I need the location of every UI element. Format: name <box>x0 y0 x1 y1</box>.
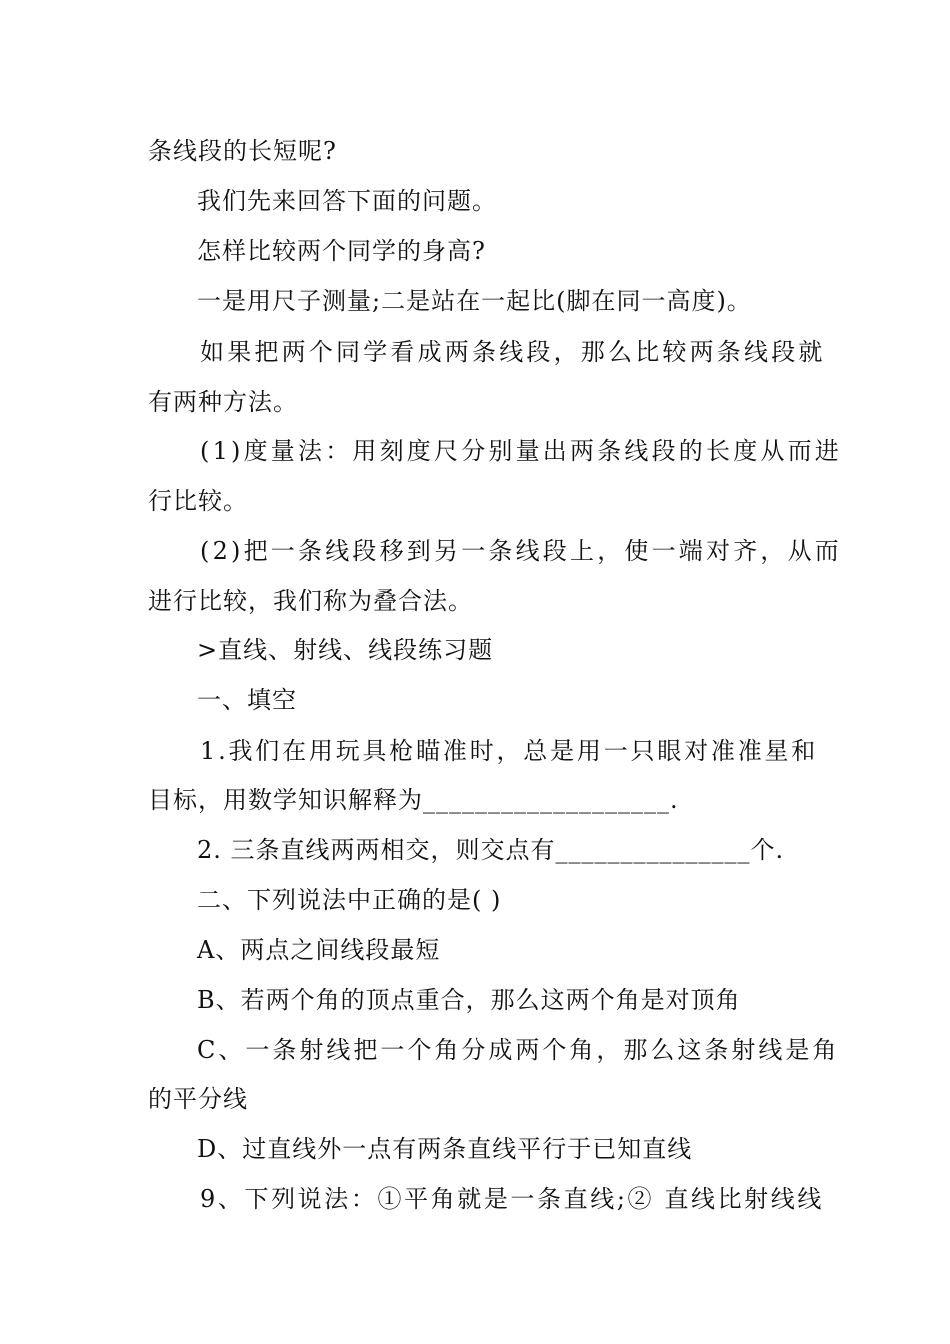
text-line: 条线段的长短呢? <box>148 137 337 165</box>
text-line: 行比较。 <box>148 487 248 515</box>
question-text: 2. 三条直线两两相交，则交点有_______________个. <box>197 836 785 864</box>
text-line: (2)把一条线段移到另一条线段上，使一端对齐，从而 <box>200 537 842 565</box>
text-line: (1)度量法：用刻度尺分别量出两条线段的长度从而进 <box>200 437 842 465</box>
text-line: 有两种方法。 <box>148 388 298 416</box>
text-line: 一是用尺子测量;二是站在一起比(脚在同一高度)。 <box>197 287 752 315</box>
text-line: 如果把两个同学看成两条线段，那么比较两条线段就 <box>200 338 826 366</box>
option-text: C、一条射线把一个角分成两个角，那么这条射线是角 <box>197 1036 840 1064</box>
text-line: 怎样比较两个同学的身高? <box>197 237 486 265</box>
option-text: D、过直线外一点有两条直线平行于已知直线 <box>197 1135 693 1163</box>
option-text: B、若两个角的顶点重合，那么这两个角是对顶角 <box>197 986 741 1014</box>
question-text: 1.我们在用玩具枪瞄准时，总是用一只眼对准准星和 <box>200 737 819 765</box>
option-text: 的平分线 <box>148 1085 248 1113</box>
section-heading: >直线、射线、线段练习题 <box>197 636 494 664</box>
text-line: 我们先来回答下面的问题。 <box>197 187 497 215</box>
section-heading: 一、填空 <box>197 686 297 714</box>
option-text: A、两点之间线段最短 <box>197 936 441 964</box>
question-text: 目标，用数学知识解释为___________________. <box>148 786 679 814</box>
text-line: 进行比较，我们称为叠合法。 <box>148 587 473 615</box>
question-text: 9、下列说法：①平角就是一条直线;② 直线比射线线 <box>200 1185 824 1213</box>
section-heading: 二、下列说法中正确的是( ) <box>197 886 502 914</box>
